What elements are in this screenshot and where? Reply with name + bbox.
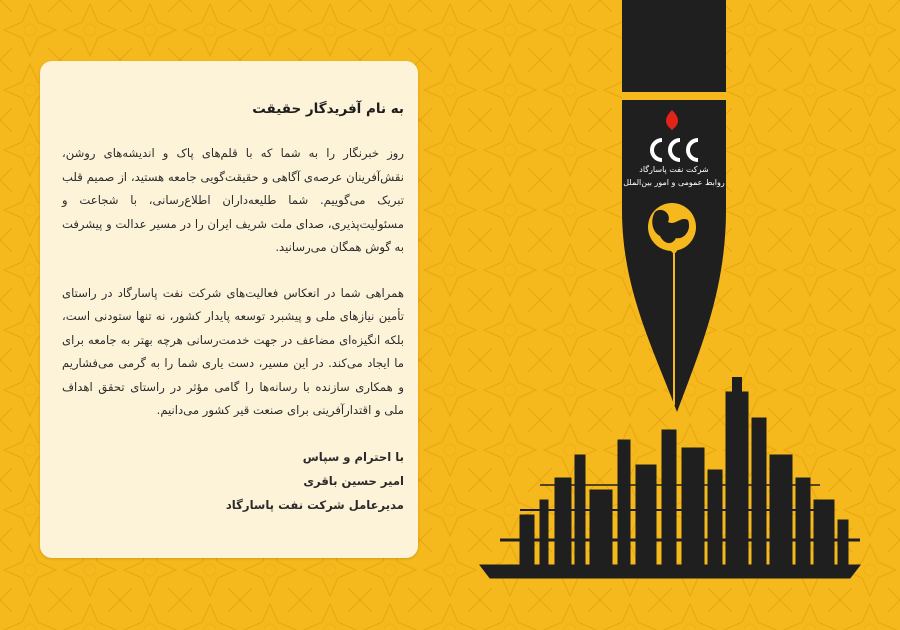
- letter-paragraph-2: همراهی شما در انعکاس فعالیت‌های شرکت نفت پاسارگاد در راستای تأمین نیازهای ملی و پیشبرد توسعه پایدار کشور، نه تنها ستودنی است، بلکه انگیزه‌ای مضاعف در جهت خدمت‌رسانی هرچه بهتر به جامعه برای ما ایجاد می‌کند. در این مسیر، دست یاری شما را به گرمی می‌فشاریم و همکاری سازنده با رسانه‌ها را گامی مؤثر در راستای تحقق اهداف ملی و اقتدارآفرینی برای صنعت قیر کشور می‌دانیم.: [62, 285, 404, 417]
- signer-title: مدیرعامل شرکت نفت پاسارگاد: [225, 497, 404, 512]
- signer-name: امیر حسین باقری: [303, 473, 404, 488]
- refinery-skyline-icon: [480, 378, 860, 578]
- logo-company-name: شرکت نفت پاسارگاد: [639, 165, 709, 174]
- letter-paragraph-1: روز خبرنگار را به شما که با قلم‌های پاک و اندیشه‌های روشن، نقش‌آفرینان عرصه‌ی آگاهی و حقیقت‌گویی جامعه هستید، از صمیم قلب تبریک می‌گوییم. شما طلیعه‌داران اطلاع‌رسانی، با شجاعت و مسئولیت‌پذیری، صدای ملت شریف ایران را در مسیر عدالت و پیشرفت به گوش همگان می‌رسانید.: [62, 146, 404, 254]
- letter-title: به نام آفریدگار حقیقت: [252, 101, 404, 117]
- logo-department-name: روابط عمومی و امور بین‌الملل: [623, 178, 725, 187]
- globe-icon: [648, 203, 696, 251]
- letter-closing: با احترام و سپاس: [302, 449, 404, 464]
